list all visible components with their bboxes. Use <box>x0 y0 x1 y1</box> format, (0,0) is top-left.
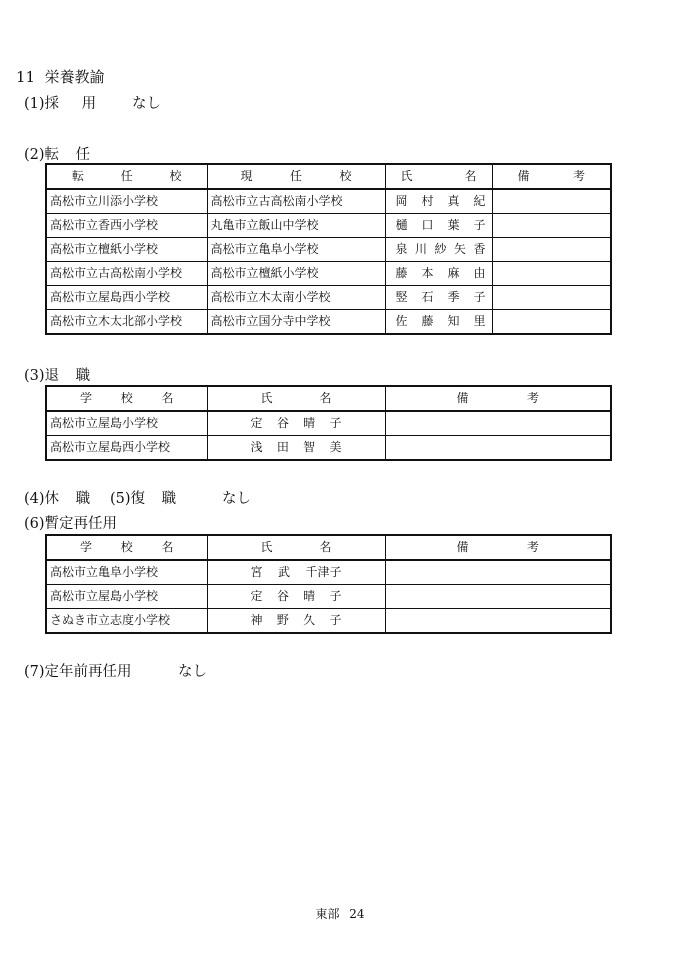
person-name <box>385 310 492 335</box>
reappointment-table <box>45 534 612 634</box>
header-name: 氏 名 <box>207 386 385 411</box>
person-name-text: 定 谷 晴 子 <box>250 589 342 603</box>
person-name <box>385 189 492 214</box>
header-current-school: 現 任 校 <box>207 164 385 189</box>
leave-value: なし <box>222 491 251 507</box>
leave-label: (4)休 職 <box>24 491 91 507</box>
table-row <box>46 609 611 634</box>
return-label: (5)復 職 <box>110 491 177 507</box>
table-row <box>46 310 611 335</box>
note <box>385 609 611 634</box>
note <box>385 436 611 461</box>
person-name-text: 宮 武 千津子 <box>250 565 342 579</box>
header-note: 備 考 <box>385 535 611 560</box>
transfer-label: (2)転 任 <box>24 147 91 163</box>
note <box>492 310 611 335</box>
from-school: 高松市立檀紙小学校 <box>46 238 207 262</box>
table-row <box>46 436 611 461</box>
school: 高松市立屋島小学校 <box>46 585 207 609</box>
hiring-value: なし <box>132 96 161 112</box>
header-note: 備 考 <box>385 386 611 411</box>
header-name: 氏 名 <box>385 164 492 189</box>
retirement-header-row <box>46 386 611 411</box>
person-name <box>207 609 385 634</box>
table-row <box>46 214 611 238</box>
hiring-line <box>24 92 161 113</box>
reappointment-label: (6)暫定再任用 <box>24 516 118 532</box>
table-row <box>46 189 611 214</box>
note <box>492 262 611 286</box>
table-row <box>46 262 611 286</box>
from-school: 高松市立香西小学校 <box>46 214 207 238</box>
person-name-text: 竪 石 季 子 <box>395 290 486 304</box>
header-school: 学 校 名 <box>46 535 207 560</box>
person-name-text: 神 野 久 子 <box>250 613 342 627</box>
note <box>492 286 611 310</box>
current-school: 高松市立木太南小学校 <box>207 286 385 310</box>
person-name <box>385 286 492 310</box>
person-name-text: 樋 口 葉 子 <box>395 218 486 232</box>
from-school: 高松市立木太北部小学校 <box>46 310 207 335</box>
page-footer: 東部 24 <box>315 907 365 921</box>
person-name-text: 浅 田 智 美 <box>250 440 342 454</box>
note <box>385 560 611 585</box>
preretirement-line <box>24 660 207 681</box>
retirement-label: (3)退 職 <box>24 368 91 384</box>
note <box>492 214 611 238</box>
person-name <box>207 585 385 609</box>
preretirement-value: なし <box>178 664 207 680</box>
header-note: 備 考 <box>492 164 611 189</box>
table-row <box>46 286 611 310</box>
current-school: 高松市立亀阜小学校 <box>207 238 385 262</box>
preretirement-label: (7)定年前再任用 <box>24 664 132 680</box>
note <box>492 238 611 262</box>
person-name <box>385 214 492 238</box>
header-school: 学 校 名 <box>46 386 207 411</box>
from-school: 高松市立古高松南小学校 <box>46 262 207 286</box>
current-school: 高松市立古高松南小学校 <box>207 189 385 214</box>
person-name-text: 泉 川 紗 矢 香 <box>395 242 486 256</box>
table-row <box>46 411 611 436</box>
from-school: 高松市立屋島西小学校 <box>46 286 207 310</box>
school: 高松市立屋島小学校 <box>46 411 207 436</box>
current-school: 高松市立国分寺中学校 <box>207 310 385 335</box>
note <box>492 189 611 214</box>
table-row <box>46 238 611 262</box>
person-name-text: 藤 本 麻 由 <box>395 266 486 280</box>
table-row <box>46 560 611 585</box>
header-from-school: 転 任 校 <box>46 164 207 189</box>
current-school: 丸亀市立飯山中学校 <box>207 214 385 238</box>
note <box>385 411 611 436</box>
section-heading <box>16 66 105 87</box>
transfer-table <box>45 163 612 335</box>
person-name <box>207 411 385 436</box>
person-name <box>207 560 385 585</box>
person-name <box>385 238 492 262</box>
person-name <box>385 262 492 286</box>
hiring-label: (1)採 用 <box>24 96 97 112</box>
person-name-text: 岡 村 真 紀 <box>395 194 486 208</box>
current-school: 高松市立檀紙小学校 <box>207 262 385 286</box>
section-title: 栄養教諭 <box>44 68 105 86</box>
school: さぬき市立志度小学校 <box>46 609 207 634</box>
reappointment-header-row <box>46 535 611 560</box>
person-name <box>207 436 385 461</box>
school: 高松市立屋島西小学校 <box>46 436 207 461</box>
from-school: 高松市立川添小学校 <box>46 189 207 214</box>
retirement-table <box>45 385 612 461</box>
transfer-header-row <box>46 164 611 189</box>
leave-line <box>24 487 251 508</box>
person-name-text: 佐 藤 知 里 <box>395 314 486 328</box>
header-name: 氏 名 <box>207 535 385 560</box>
note <box>385 585 611 609</box>
person-name-text: 定 谷 晴 子 <box>250 416 342 430</box>
school: 高松市立亀阜小学校 <box>46 560 207 585</box>
table-row <box>46 585 611 609</box>
section-number: 11 <box>16 68 36 86</box>
